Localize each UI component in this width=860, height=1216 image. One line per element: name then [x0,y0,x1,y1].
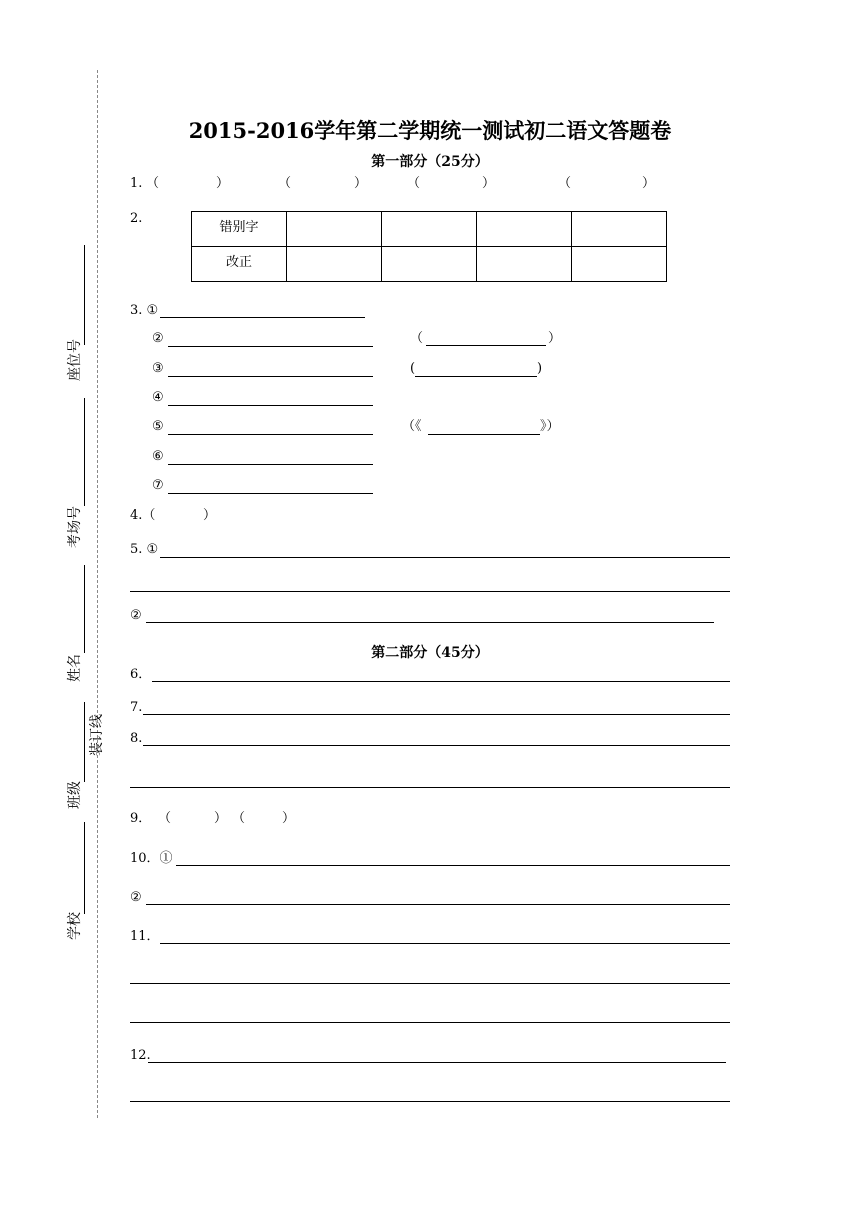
q8-label: 8. [130,731,143,746]
q3-item-6-label: ⑥ [152,449,164,464]
q5-label: 5. ① [130,542,159,557]
binding-line-label: 装订线 [89,714,105,756]
q9-blank-2-open: （ [232,811,246,826]
q5-answer-line-1[interactable] [160,557,730,558]
q3-item-5-side-close: 》） [540,419,560,434]
q5-answer-line-3[interactable] [146,622,714,623]
q3-item-2-side-open: （ [410,331,424,346]
class-label: 班级 [67,781,83,809]
q1-blank-2-open: （ [278,176,292,191]
typo-row-header: 错别字 [192,212,287,247]
q3-item-4-label: ④ [152,390,164,405]
q10-part2-label: ② [130,890,142,905]
q3-item-3-side-line[interactable] [415,376,537,377]
q9-blank-2-close: ） [282,811,296,826]
typo-cell[interactable] [382,212,477,247]
q3-item-3-label: ③ [152,361,164,376]
q5-answer-line-2[interactable] [130,591,730,592]
q11-answer-line-3[interactable] [130,1022,730,1023]
correction-cell[interactable] [477,247,572,282]
page-title: 2015-2016学年第二学期统一测试初二语文答题卷 [188,118,672,143]
q11-answer-line-2[interactable] [130,983,730,984]
q3-item-2-label: ② [152,331,164,346]
correction-cell[interactable] [382,247,477,282]
part1-heading: 第一部分（25分） [371,154,489,170]
correction-cell[interactable] [287,247,382,282]
q12-answer-line-2[interactable] [130,1101,730,1102]
q12-answer-line-1[interactable] [148,1062,726,1063]
q2-label: 2. [130,211,143,226]
q1-blank-4-close: ） [642,176,656,191]
q7-label: 7. [130,700,143,715]
q3-item-2-side-line[interactable] [426,345,546,346]
q4-label: 4.（ [130,508,156,523]
q9-blank-1-close: ） [214,811,228,826]
name-label: 姓名 [67,654,83,682]
q3-answer-line-5[interactable] [168,434,373,435]
q4-close: ） [203,508,217,523]
typo-cell[interactable] [572,212,667,247]
q1-blank-3-close: ） [482,176,496,191]
typo-cell[interactable] [477,212,572,247]
q11-label: 11． [130,929,160,944]
q3-answer-line-1[interactable] [160,317,365,318]
q3-item-5-side-open: （《 [402,419,422,434]
q3-item-3-side-open: ( [410,361,416,376]
correction-row-header: 改正 [192,247,287,282]
q1-blank-1-close: ） [216,176,230,191]
exam-room-label: 考场号 [67,506,83,548]
q3-item-3-side-close: ) [537,361,543,376]
school-line [84,822,85,914]
q8-answer-line-1[interactable] [143,745,730,746]
q9-label: 9． [130,811,152,826]
binding-dashed-line [97,70,98,1118]
seat-line [84,245,85,345]
q3-item-5-label: ⑤ [152,419,164,434]
name-line [84,565,85,653]
q1-blank-2-close: ） [354,176,368,191]
q2-typo-table [191,211,667,282]
q3-item-2-side-close: ） [548,331,562,346]
q12-label: 12. [130,1048,151,1063]
q3-item-7-label: ⑦ [152,478,164,493]
q3-answer-line-3[interactable] [168,376,373,377]
q10-label: 10．① [130,851,173,866]
q1-blank-3-open: （ [407,176,421,191]
q1-blank-1-open: （ [146,176,160,191]
school-label: 学校 [67,912,83,940]
q6-label: 6． [130,667,152,682]
q6-answer-line[interactable] [152,681,730,682]
seat-number-label: 座位号 [67,339,83,381]
q3-answer-line-6[interactable] [168,464,373,465]
q3-label: 3. ① [130,303,159,318]
q3-answer-line-2[interactable] [168,346,373,347]
q9-blank-1-open: （ [158,811,172,826]
part2-heading: 第二部分（45分） [371,645,489,661]
q11-answer-line-1[interactable] [160,943,730,944]
q1-blank-4-open: （ [558,176,572,191]
q3-answer-line-4[interactable] [168,405,373,406]
q1-label: 1. [130,176,143,191]
q3-answer-line-7[interactable] [168,493,373,494]
class-line [84,702,85,782]
exam-room-line [84,398,85,506]
q10-answer-line-1[interactable] [176,865,730,866]
q3-item-5-side-line[interactable] [428,434,540,435]
correction-cell[interactable] [572,247,667,282]
q7-answer-line[interactable] [143,714,730,715]
typo-cell[interactable] [287,212,382,247]
q5-part2-label: ② [130,608,142,623]
q10-answer-line-2[interactable] [146,904,730,905]
q8-answer-line-2[interactable] [130,787,730,788]
